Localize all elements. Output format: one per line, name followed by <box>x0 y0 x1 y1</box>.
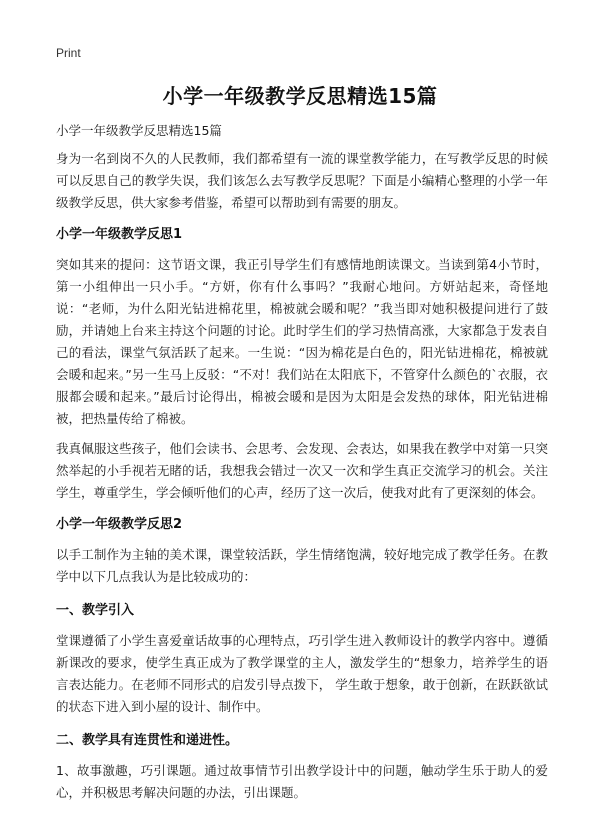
section1-paragraph-2: 我真佩服这些孩子，他们会读书、会思考、会发现、会表达，如果我在教学中对第一只突然举起的小手视若无睹的话，我想我会错过一次又一次和学生真正交流学习的机会。关注学生，尊重学生，学会倾听他们的心声，经历了这一次后，使我对此有了更深刻的体会。 <box>56 441 548 500</box>
subsection1-paragraph-1: 堂课遵循了小学生喜爱童话故事的心理特点，巧引学生进入教师设计的教学内容中。遵循新课改的要求，使学生真正成为了教学课堂的主人，激发学生的“想象力，培养学生的语言表达能力。在老师不同形式的启发引导点拨下， 学生敢于想象，敢于创新，在跃跃欲试的状态下进入到小屋的设计、制作中。 <box>56 633 548 714</box>
intro-line: 小学一年级教学反思精选15篇 <box>56 123 222 138</box>
section-heading-2: 小学一年级教学反思2 <box>56 517 183 532</box>
subsection2-paragraph-1: 1、故事激趣，巧引课题。通过故事情节引出教学设计中的问题，触动学生乐于助人的爱心，并积极思考解决问题的办法，引出课题。 <box>56 763 548 800</box>
subsection-heading-1: 一、教学引入 <box>56 603 135 618</box>
subsection-heading-2: 二、教学具有连贯性和递进性。 <box>56 733 239 748</box>
section2-paragraph-1: 以手工制作为主轴的美术课，课堂较活跃，学生情绪饱满，较好地完成了教学任务。在教学中以下几点我认为是比较成功的： <box>56 547 548 584</box>
document-body <box>56 120 548 812</box>
section-heading-1: 小学一年级教学反思1 <box>56 227 183 242</box>
section1-paragraph-1: 突如其来的提问：这节语文课，我正引导学生们有感情地朗读课文。当读到第4小节时，第一小组伸出一只小手。“方妍，你有什么事吗？”我耐心地问。方妍站起来，奇怪地说：“老师，为什么阳光钻进棉花里，棉被就会暖和呢？”我当即对她积极提问进行了鼓励，并请她上台来主持这个问题的讨论。此时学生们的学习热情高涨，大家都急于发表自己的看法，课堂气氛活跃了起来。一生说：“因为棉花是白色的，阳光钻进棉花，棉被就会暖和起来。”另一生马上反驳：“不对！我们站在太阳底下，不管穿什么颜色的`衣服，衣服都会暖和起来。”最后讨论得出，棉被会暖和是因为太阳是会发热的球体，阳光钻进棉被，把热量传给了棉被。 <box>56 257 548 426</box>
page-title: 小学一年级教学反思精选15篇 <box>162 84 438 108</box>
intro-paragraph: 身为一名到岗不久的人民教师，我们都希望有一流的课堂教学能力，在写教学反思的时候可以反思自己的教学失误，我们该怎么去写教学反思呢？下面是小编精心整理的小学一年级教学反思，供大家参考借鉴，希望可以帮助到有需要的朋友。 <box>56 151 548 210</box>
print-label[interactable]: Print <box>56 46 81 60</box>
